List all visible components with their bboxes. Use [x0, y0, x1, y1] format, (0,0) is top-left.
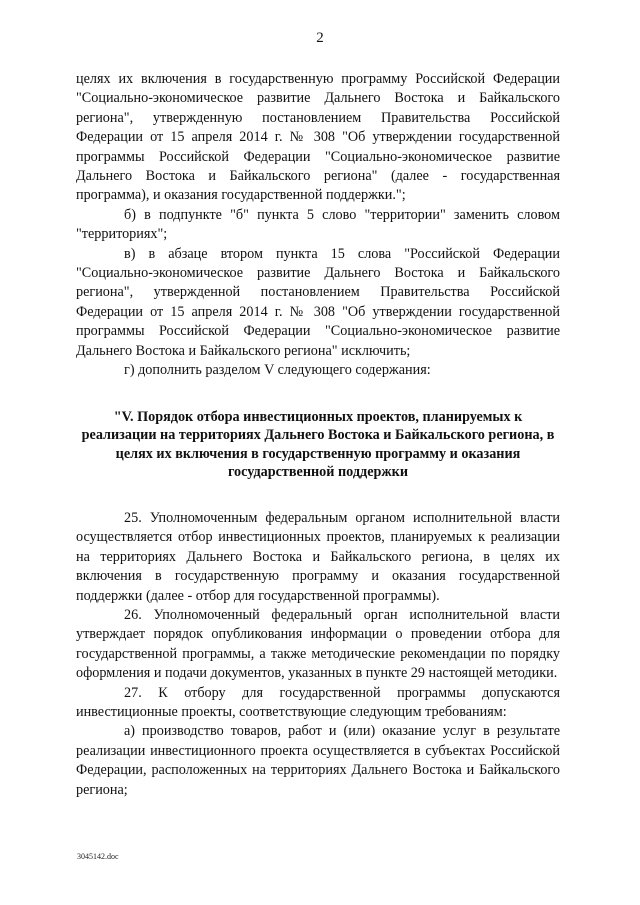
paragraph-continuation: целях их включения в государственную программу Российской Федерации "Социально-экономическое развитие Дальнего Востока и Байкальского региона", утвержденную постановлением Правительства Российской Федерации от 15 апреля 2014 г. № 308 "Об утверждении государственной программы Российской Федерации "Социально-экономическое развитие Дальнего Востока и Байкальского региона" (далее - государственная программа), и оказания государственной поддержки."; [76, 71, 560, 204]
footer-file-name: 3045142.doc [77, 852, 119, 861]
paragraph-clause-26: 26. Уполномоченный федеральный орган исполнительной власти утверждает порядок опубликования информации о проведении отбора для государственной программы, а также методические рекомендации по порядку оформления и подачи документов, указанных в пункте 29 настоящей методики. [76, 606, 560, 682]
paragraph-item-v: в) в абзаце втором пункта 15 слова "Российской Федерации "Социально-экономическое развитие Дальнего Востока и Байкальского региона", утвержденной постановлением Правительства Российской Федерации от 15 апреля 2014 г. № 308 "Об утверждении государственной программы Российской Федерации "Социально-экономическое развитие Дальнего Востока и Байкальского региона" исключить; [76, 245, 560, 359]
document-body [76, 70, 560, 800]
paragraph-clause-25: 25. Уполномоченным федеральным органом исполнительной власти осуществляется отбор инвестиционных проектов, планируемых к реализации на территориях Дальнего Востока и Байкальского региона, в целях их включения в государственную программу и оказания государственной поддержки (далее - отбор для государственной программы). [76, 509, 560, 604]
page-number: 2 [316, 30, 324, 46]
paragraph-item-b: б) в подпункте "б" пункта 5 слово "территории" заменить словом "территориях"; [76, 206, 560, 243]
paragraph-clause-27: 27. К отбору для государственной программы допускаются инвестиционные проекты, соответствующие следующим требованиям: [76, 684, 560, 720]
paragraph-item-g: г) дополнить разделом V следующего содержания: [124, 362, 431, 379]
paragraph-subitem-a: а) производство товаров, работ и (или) оказание услуг в результате реализации инвестиционного проекта осуществляется в субъектах Российской Федерации, расположенных на территориях Дальнего Востока и Байкальского региона; [76, 723, 560, 798]
section-heading: "V. Порядок отбора инвестиционных проектов, планируемых к реализации на территориях Дальнего Востока и Байкальского региона, в целях их включения в государственную программу и оказания государственной поддержки [81, 408, 555, 481]
